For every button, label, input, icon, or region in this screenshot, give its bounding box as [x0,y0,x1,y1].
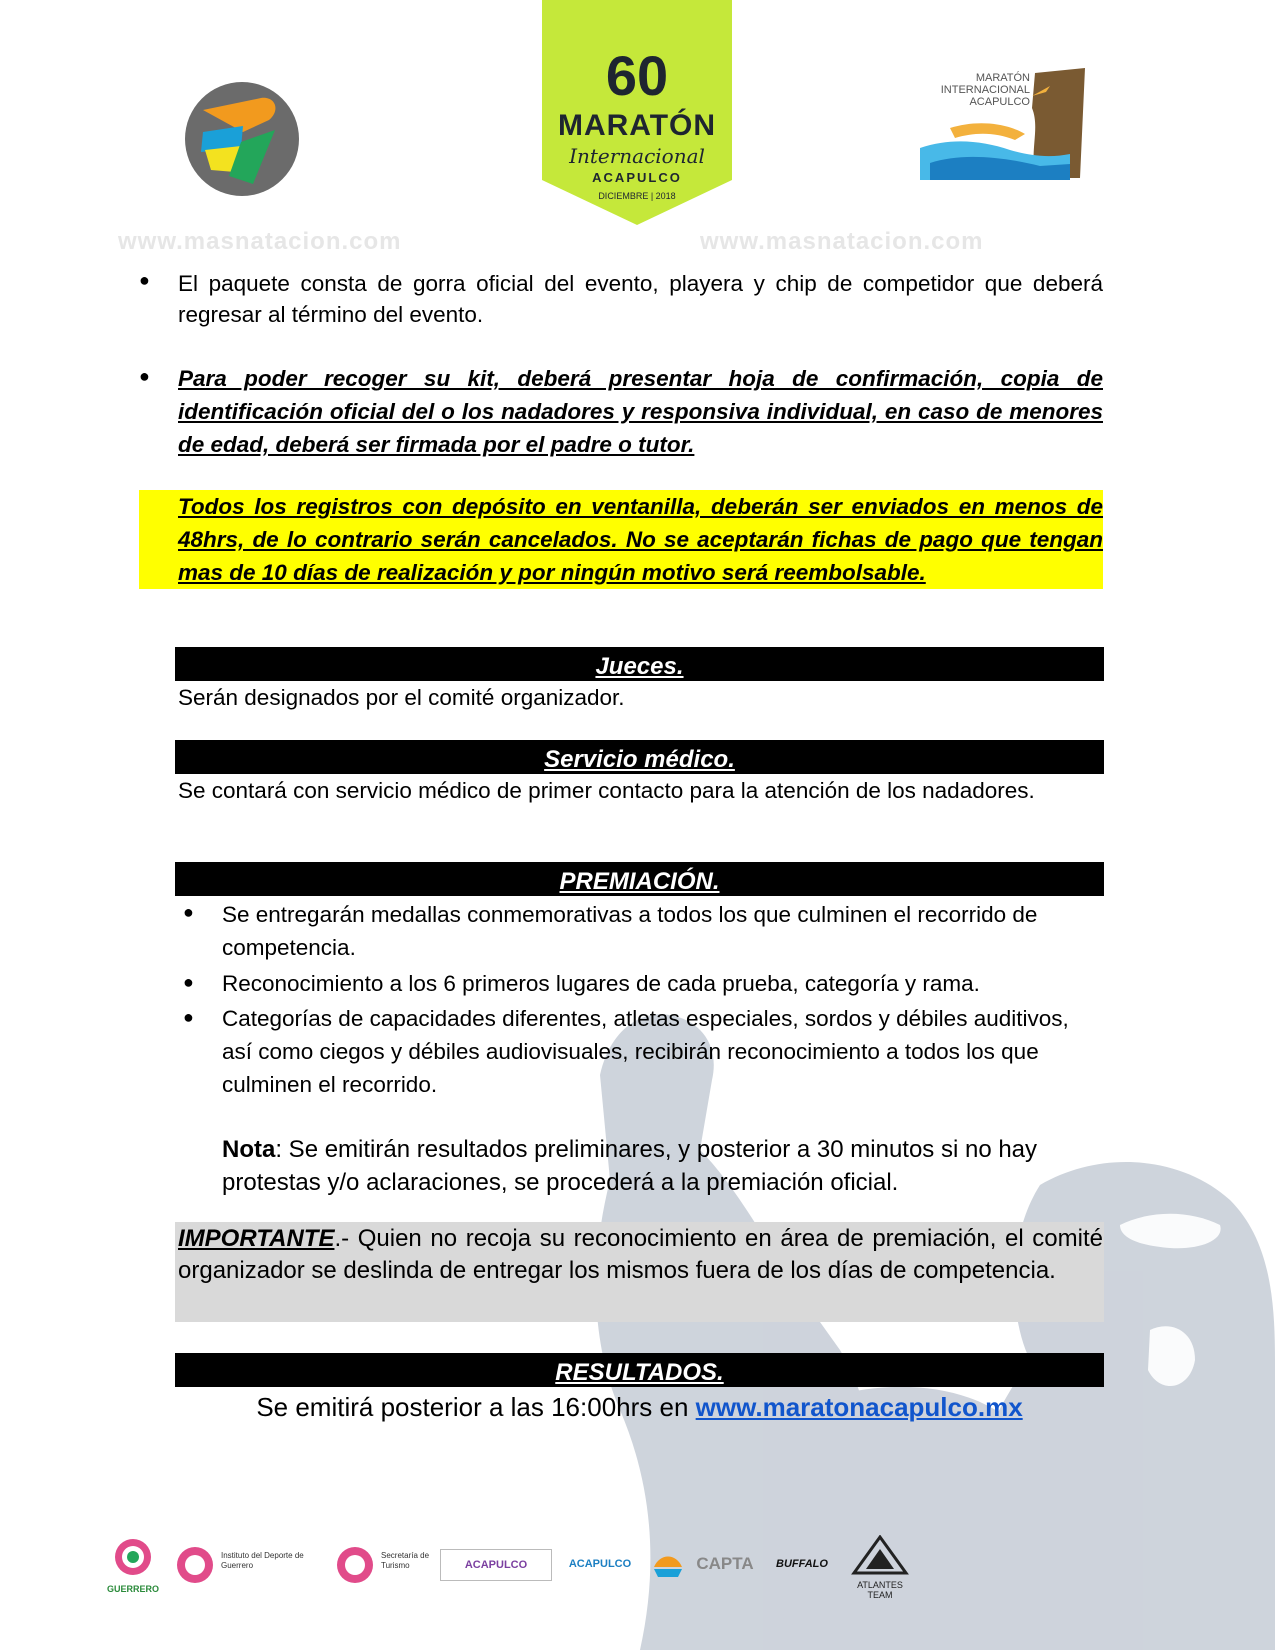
logo-right-line2: INTERNACIONAL [940,84,1030,96]
watermark-right: www.masnatacion.com [700,228,984,255]
nota-text: : Se emitirán resultados preliminares, y posterior a 30 minutos si no hay protestas y/o aclaraciones, se procederá a la premiación oficial. [222,1136,1038,1196]
atlantes-team-logo [850,1535,910,1601]
maraton-acapulco-logo [920,68,1085,188]
acapulco-logo-1: ACAPULCO [440,1549,552,1581]
bullet-dot: ● [183,902,194,922]
sponsor-logos-strip [105,1535,965,1605]
bullet-dot: ● [139,270,150,290]
logo-title: MARATÓN [557,109,717,142]
watermark-left: www.masnatacion.com [118,228,402,255]
kit-pickup-requirements: Para poder recoger su kit, deberá presentar hoja de confirmación, copia de identificación oficial del o los nadadores y responsiva individual, en caso de menores de edad, deberá ser firmada por el padre o tutor. [178,366,1103,457]
acapulco-logo-2: ACAPULCO [568,1558,632,1570]
colorful-emblem-icon [650,1547,686,1581]
jueces-text: Serán designados por el comité organizador. [178,685,625,710]
resultados-website-link[interactable]: www.maratonacapulco.mx [695,1392,1023,1422]
nota-paragraph [222,1133,1102,1199]
nota-label: Nota [222,1136,276,1163]
premiacion-item-3: Categorías de capacidades diferentes, atletas especiales, sordos y débiles auditivos, así como ciegos y débiles audiovisuales, recibirán reconocimiento a todos los que culminen el recorrido. [222,1006,1069,1097]
importante-paragraph [178,1223,1103,1287]
guerrero-logo [105,1535,161,1597]
logo-date: DICIEMBRE | 2018 [598,191,676,201]
resultados-text-before: Se emitirá posterior a las 16:00hrs en [256,1392,696,1422]
premiacion-item-2: Reconocimiento a los 6 primeros lugares de cada prueba, categoría y rama. [222,971,980,996]
kit-contents-text: El paquete consta de gorra oficial del evento, playera y chip de competidor que deberá regresar al término del evento. [178,271,1103,327]
deporte-emblem-icon [175,1545,215,1585]
bullet-dot: ● [139,366,150,386]
turismo-emblem-icon [335,1545,375,1585]
capta-logo: CAPTA [696,1554,754,1573]
bullet-dot: ● [183,1007,194,1027]
instituto-deporte-label: Instituto del Deporte de Guerrero [221,1551,304,1570]
importante-label: IMPORTANTE [178,1225,335,1252]
section-title-jueces: Jueces. [175,647,1104,681]
premiacion-item-1: Se entregarán medallas conmemorativas a todos los que culminen el recorrido de competencia. [222,902,1038,960]
section-title-premiacion: PREMIACIÓN. [175,862,1104,896]
logo-place: ACAPULCO [592,170,682,185]
guerrero-logo-label: GUERRERO [106,1584,159,1594]
instituto-deporte-logo [175,1545,325,1589]
guerrero-emblem-icon [105,1535,161,1579]
section-title-resultados: RESULTADOS. [175,1353,1104,1387]
buffalo-logo: BUFFALO [776,1558,828,1570]
section-title-servicio-medico: Servicio médico. [175,740,1104,774]
servicio-medico-text: Se contará con servicio médico de primer contacto para la atención de los nadadores. [178,778,1035,803]
turismo-label: Secretaría de Turismo [381,1551,430,1570]
deporte-guerrero-logo [183,80,301,198]
bullet-dot: ● [183,972,194,992]
logo-subtitle: Internacional [569,144,705,168]
registration-deposit-warning: Todos los registros con depósito en ventanilla, deberán ser enviados en menos de 48hrs, de lo contrario serán cancelados. No se aceptarán fichas de pago que tengan mas de 10 días de realización y por ningún motivo será reembolsable. [178,490,1103,589]
atlantes-label: ATLANTES TEAM [857,1580,903,1600]
logo-right-line1: MARATÓN [975,72,1030,84]
importante-text: .- Quien no recoja su reconocimiento en área de premiación, el comité organizador se deslinda de entregar los mismos fuera de los días de competencia. [178,1225,1103,1284]
logo-right-line3: ACAPULCO [969,96,1030,108]
maraton-60-logo [542,0,732,225]
colorful-emblem-logo [650,1547,686,1581]
atlantes-triangle-icon [850,1535,910,1575]
logo-number: 60 [605,44,669,107]
secretaria-turismo-logo [335,1545,455,1589]
resultados-text [175,1390,1104,1424]
